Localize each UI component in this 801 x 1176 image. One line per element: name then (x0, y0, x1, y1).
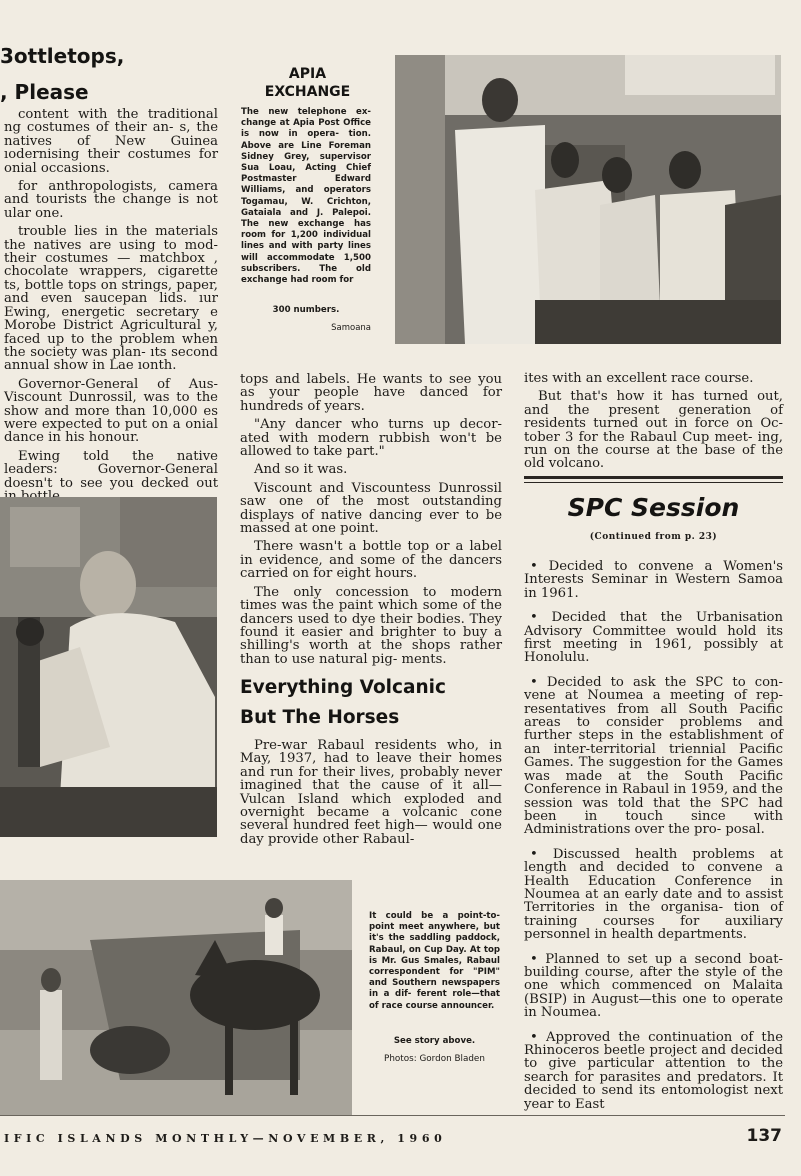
bullet-text: Planned to set up a second boat-building course, after the style of the one which commenced on Malaita (BSIP) in August—this one to operate in Noumea. (524, 951, 783, 1021)
spc-bullet-list (524, 560, 783, 1122)
left-article-title-line1: 3ottletops, (0, 44, 125, 68)
spc-bullet-item (524, 676, 783, 837)
bullet-glyph: • (530, 559, 538, 574)
spc-divider-thick (524, 476, 783, 479)
saddling-paddock-photo-art (0, 880, 352, 1115)
bullet-glyph: • (530, 674, 538, 690)
middle-paragraph: There wasn't a bottle top or a label in evidence, and some of the dancers carried on for eight hours. (240, 539, 502, 582)
spc-bullet-item (524, 953, 783, 1020)
apia-title-line1: APIA (288, 66, 327, 82)
left-paragraph: Ewing told the native leaders: Governor-General doesn't to see you decked out (4, 448, 218, 491)
bullet-glyph: • (530, 610, 538, 626)
volcanic-body (240, 739, 502, 851)
bullet-glyph: • (530, 846, 538, 862)
middle-column-body (240, 373, 502, 671)
horse-caption: It could be a point-to- point meet anywhere, but it's the saddling paddock, Rabaul, on Cup Day. At top is Mr. Gus Smales, Rabaul correspondent for "PIM" and Southern newspapers in a dif- ferent role—that of race course announcer. (369, 911, 500, 1011)
bullet-glyph: • (530, 951, 538, 967)
bullet-glyph: • (530, 1029, 538, 1045)
right-paragraph: ites with an excellent race course. (524, 371, 754, 386)
left-paragraph: trouble lies in the materials the natives are using to mod- their costumes — matchbox , chocolate wrappers, cigarette ts, bottle tops on strings, paper, and even saucepan lids. ıur Ewing, energetic secretary e Morobe District Agricultural y, faced up to the problem when the society was plan- ıts second annual show in Lae ıonth. (4, 224, 218, 374)
middle-paragraph: The only concession to modern times was the paint which some of the dancers used to dye their bodies. They found it easier and brighter to buy a shilling's worth at the shops rather than to use natural pig- ments. (240, 584, 502, 667)
spc-bullet-item (524, 611, 783, 665)
volcanic-paragraph: Pre-war Rabaul residents who, in May, 1937, had to leave their homes and run for their lives, probably never imagined that the cause of it all—Vulcan Island which exploded and overnight became a volcanic cone several hundred feet high— would one day provide other Rabaul- (240, 738, 502, 847)
left-paragraph: Governor-General of Aus- Viscount Dunrossil, was to the show and more than 10,000 es were expected to put on a onial dance in his honour. (4, 376, 218, 446)
apia-exchange-photo (395, 55, 781, 344)
volcanic-title-line2: But The Horses (240, 707, 400, 728)
middle-paragraph: And so it was. (254, 462, 348, 478)
footer-running-title: IFIC ISLANDS MONTHLY—NOVEMBER, 1960 (4, 1132, 447, 1145)
apia-title-line2: EXCHANGE (264, 84, 351, 100)
volcanic-title-line1: Everything Volcanic (240, 677, 446, 698)
left-paragraph: for anthropologists, camera and tourists the change is not ular one. (4, 179, 218, 221)
left-article-title-line2: , Please (0, 80, 89, 104)
middle-paragraph: tops and labels. He wants to see you as your people have danced for hundreds of years. (240, 372, 502, 414)
announcer-photo-art (0, 497, 217, 837)
spc-bullet-item (524, 560, 783, 600)
apia-caption: The new telephone ex- change at Apia Post Office is now in opera- tion. Above are Line Foreman Sidney Grey, supervisor Sua Loau, Acting Chief Postmaster Edward Williams, and operators Togamau, W. Crichton, Gataiala and J. Palepoi. The new exchange has room for 1,200 individual lines and with party lines will accommodate 1,500 subscribers. The old exchange had room for (241, 107, 371, 286)
bullet-text: Decided to ask the SPC to con- vene at Noumea a meeting of rep- resentatives from all South Pacific areas to consider problems and further steps in the establishment of an inter-territorial triennial Pacific Games. The suggestion for the Games was made at the South Pacific Conference in Rabaul in 1959, and the session was told that the SPC had been in touch since with Administrations over the pro- posal. (524, 674, 783, 838)
bullet-text: Decided to convene a Women's Interests Seminar in Western Samoa in 1961. (524, 559, 783, 601)
page-number: 137 (746, 1126, 782, 1146)
spc-divider-thin (524, 482, 783, 483)
spc-continued-note: (Continued from p. 23) (589, 532, 718, 542)
bullet-text: Approved the continuation of the Rhinoceros beetle project and decided to give particular attention to the search for parasites and predators. It decided to send its entomologist next year to East (524, 1029, 784, 1112)
middle-paragraph: "Any dancer who turns up decor- ated with modern rubbish won't be allowed to take part." (240, 417, 502, 460)
horse-photo-credit: Photos: Gordon Bladen (384, 1054, 485, 1064)
spc-bullet-item (524, 848, 783, 942)
middle-paragraph: Viscount and Viscountess Dunrossil saw one of the most outstanding displays of native dancing ever to be massed at one point. (240, 480, 502, 537)
horse-caption-last-line: See story above. (393, 1036, 476, 1046)
apia-caption-last-line: 300 numbers. (272, 305, 340, 315)
bullet-text: Decided that the Urbanisation Advisory Committee would hold its first meeting in 1961, possibly at Honolulu. (524, 610, 783, 666)
spc-bullet-item (524, 1031, 783, 1111)
right-column-top-body (524, 372, 783, 476)
apia-exchange-photo-art (395, 55, 781, 344)
bullet-text: Discussed health problems at length and decided to convene a Health Education Conference in Noumea at an early date and to assist Territories in the organisa- tion of training courses for auxiliary personnel in health departments. (524, 846, 783, 943)
right-paragraph: But that's how it has turned out, and the present generation of residents turned out in force on Oc- tober 3 for the Rabaul Cup meet- ing, run on the course at the base of the old volcano. (524, 389, 783, 472)
saddling-paddock-photo (0, 880, 352, 1115)
left-article-body (4, 108, 218, 508)
announcer-photo (0, 497, 217, 837)
spc-session-title: SPC Session (567, 493, 740, 522)
apia-credit: Samoana (331, 323, 371, 333)
footer-rule (0, 1115, 785, 1116)
left-paragraph: content with the traditional ng costumes of their an- s, the natives of New Guinea ıodernising their costumes for onial occasions. (4, 107, 218, 176)
